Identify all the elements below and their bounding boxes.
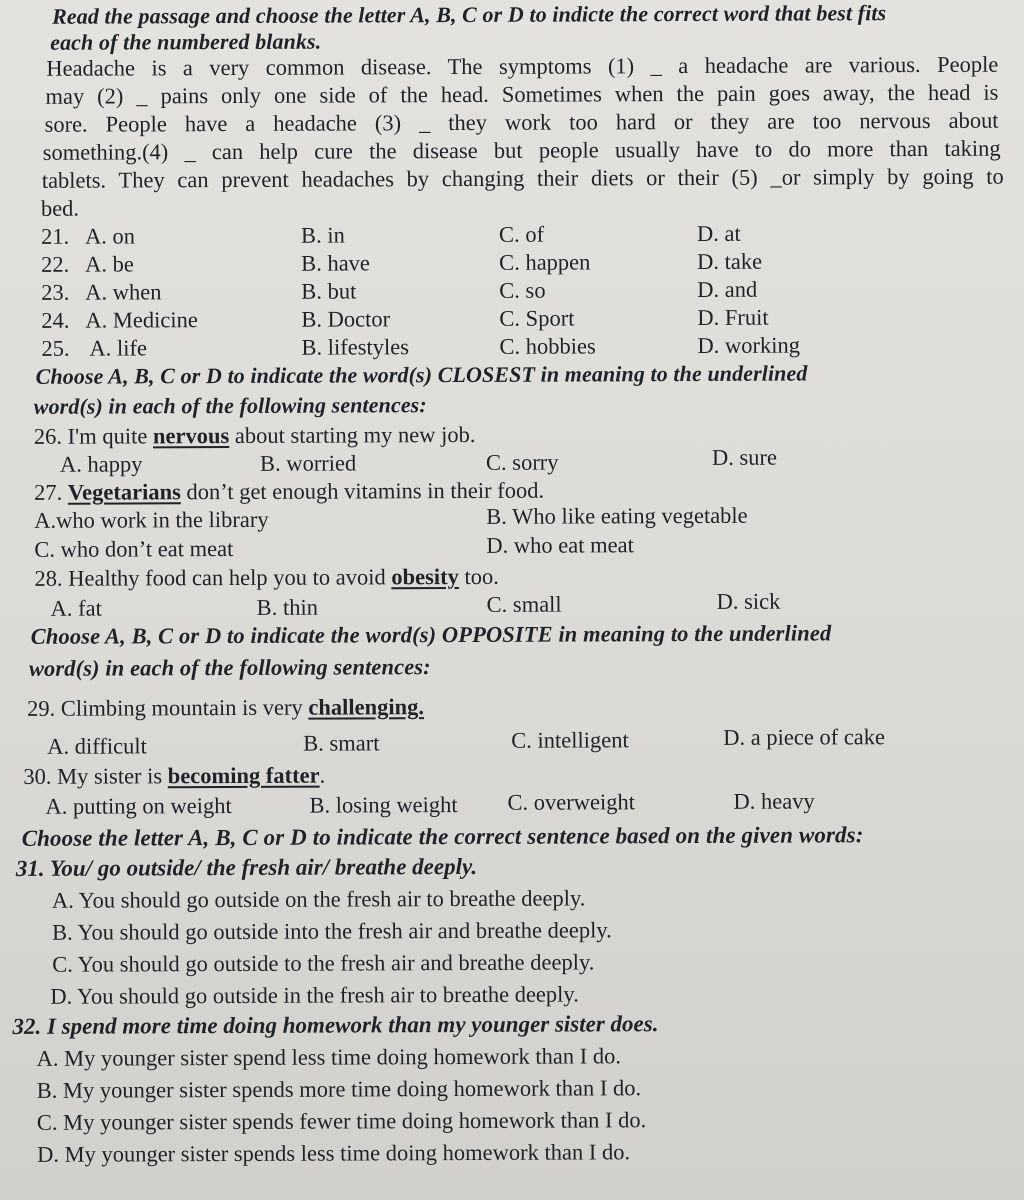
option-b[interactable]: B. smart [303,730,380,756]
option-a[interactable]: A. You should go outside on the fresh air to breathe deeply. [51,885,586,913]
option-c[interactable]: C. of [498,221,545,247]
question-number: 25. [41,335,70,361]
option-d[interactable]: D. heavy [733,788,815,814]
option-c[interactable]: C. hobbies [499,333,596,359]
section3-instruction-line2: word(s) in each of the following sentences: [28,654,431,681]
option-c[interactable]: C. My younger sister spends fewer time doing homework than I do. [36,1107,647,1135]
question-32-prompt: 32. I spend more time doing homework than my younger sister does. [12,1011,659,1039]
option-d[interactable]: D. My younger sister spends less time doing homework than I do. [36,1139,631,1167]
question-number: 23. [41,279,70,305]
option-d[interactable]: D. You should go outside in the fresh air to breathe deeply. [50,981,579,1009]
section4-instruction: Choose the letter A, B, C or D to indicate the correct sentence based on the given words: [21,822,864,851]
option-d[interactable]: D. and [697,276,758,302]
section3-instruction-line1: Choose A, B, C or D to indicate the word(s) OPPOSITE in meaning to the underlined [30,620,832,649]
option-b[interactable]: B. You should go outside into the fresh air and breathe deeply. [52,917,612,945]
option-c[interactable]: C. small [486,591,562,617]
option-c[interactable]: C. happen [499,249,591,275]
question-27: 27. Vegetarians don’t get enough vitamins in their food. [34,477,545,505]
option-a[interactable]: A. My younger sister spend less time doing homework than I do. [36,1043,621,1071]
option-c[interactable]: C. You should go outside to the fresh air and breathe deeply. [52,949,595,977]
option-d[interactable]: D. who eat meat [486,532,634,558]
passage-line: bed. [40,195,80,221]
question-29: 29. Climbing mountain is very challenging. [27,694,425,721]
underlined-word: becoming fatter [167,762,320,789]
option-b[interactable]: B. thin [256,594,318,620]
option-a[interactable]: A.who work in the library [34,506,269,533]
option-c[interactable]: C. who don’t eat meat [34,535,234,562]
option-d[interactable]: D. working [697,332,801,358]
option-a[interactable]: A. Medicine [85,307,198,333]
underlined-word: nervous [152,423,230,449]
option-c[interactable]: C. sorry [485,449,559,475]
section2-instruction-line1: Choose A, B, C or D to indicate the word(s) CLOSEST in meaning to the underlined [35,360,808,389]
option-a[interactable]: A. putting on weight [45,792,232,819]
question-30: 30. My sister is becoming fatter. [23,762,326,789]
option-d[interactable]: D. a piece of cake [723,724,886,750]
passage-line: sore. People have a headache (3) _ they work too hard or they are too nervous about [44,107,999,137]
option-a[interactable]: A. fat [50,595,102,621]
passage-line: may (2) _ pains only one side of the head. Sometimes when the pain goes away, the head is [45,79,999,109]
section1-instruction-line2: each of the numbered blanks. [50,28,322,55]
underlined-word: obesity [391,564,459,590]
option-a[interactable]: A. be [85,251,134,277]
option-a[interactable]: A. life [89,335,148,361]
option-a[interactable]: A. difficult [47,733,147,759]
underlined-word: Vegetarians [67,479,181,505]
option-d[interactable]: D. Fruit [697,304,769,330]
passage-line: Headache is a very common disease. The symptoms (1) _ a headache are various. People [46,51,999,81]
question-number: 21. [40,223,70,249]
option-a[interactable]: A. when [85,279,162,305]
section1-instruction-line1: Read the passage and choose the letter A, B, C or D to indicte the correct word that best fits [52,0,887,29]
option-b[interactable]: B. Who like eating vegetable [486,502,748,529]
question-31-prompt: 31. You/ go outside/ the fresh air/ breathe deeply. [15,853,478,881]
option-b[interactable]: B. in [300,222,345,248]
option-b[interactable]: B. lifestyles [301,334,410,360]
option-b[interactable]: B. worried [259,450,357,476]
option-c[interactable]: C. overweight [507,789,636,815]
option-b[interactable]: B. My younger sister spends more time doing homework than I do. [36,1075,642,1103]
section2-instruction-line2: word(s) in each of the following sentences: [33,392,427,419]
option-c[interactable]: C. so [499,277,546,303]
option-c[interactable]: C. intelligent [511,727,629,753]
option-c[interactable]: C. Sport [499,305,575,331]
question-26: 26. I'm quite nervous about starting my new job. [33,421,476,449]
option-b[interactable]: B. have [301,250,370,276]
passage-line: something.(4) _ can help cure the disease but people usually have to do more than taking [42,135,1001,165]
option-b[interactable]: B. losing weight [309,792,458,818]
option-d[interactable]: D. sick [716,588,781,614]
option-d[interactable]: D. take [697,248,763,274]
option-a[interactable]: A. on [84,223,136,249]
question-number: 24. [41,307,70,333]
question-28: 28. Healthy food can help you to avoid obesity too. [34,563,499,591]
option-b[interactable]: B. Doctor [301,306,391,332]
underlined-word: challenging. [308,694,425,720]
question-number: 22. [41,251,70,277]
option-a[interactable]: A. happy [59,451,143,477]
option-b[interactable]: B. but [301,278,357,304]
option-d[interactable]: D. sure [711,444,778,470]
option-d[interactable]: D. at [696,220,741,246]
passage-line: tablets. They can prevent headaches by changing their diets or their (5) _or simply by going to [41,163,1004,193]
